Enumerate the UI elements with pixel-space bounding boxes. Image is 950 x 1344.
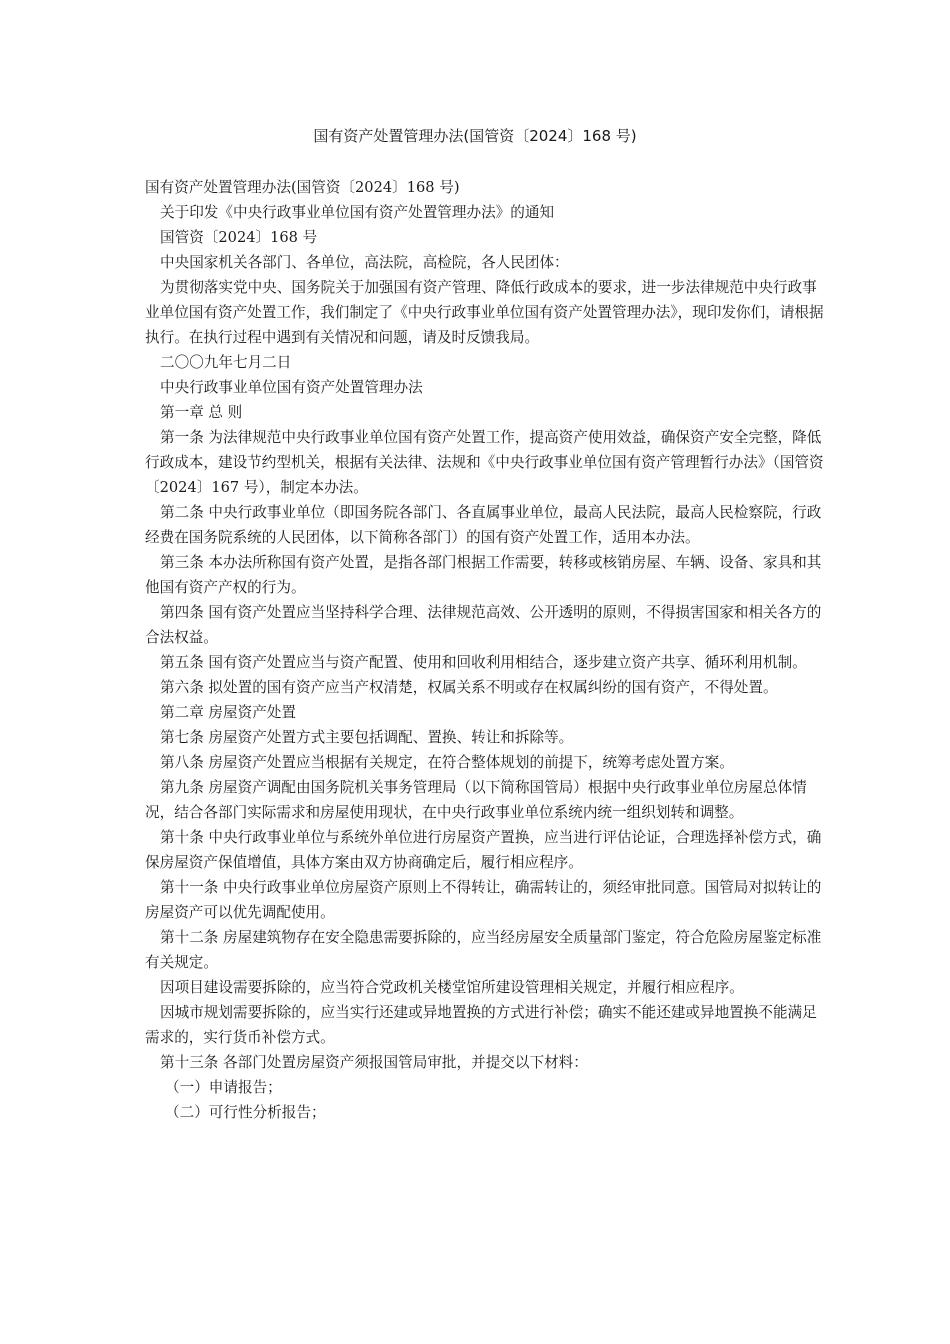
- document-body: [145, 175, 825, 1125]
- paragraph: 关于印发《中央行政事业单位国有资产处置管理办法》的通知: [160, 204, 555, 221]
- paragraph: （一）申请报告；: [165, 1079, 282, 1096]
- paragraph: 第三条 本办法所称国有资产处置，是指各部门根据工作需要，转移或核销房屋、车辆、设备、家具和其他国有资产产权的行为。: [145, 554, 822, 596]
- paragraph: 第五条 国有资产处置应当与资产配置、使用和回收利用相结合，逐步建立资产共享、循环利用机制。: [160, 654, 807, 671]
- paragraph: 第六条 拟处置的国有资产应当产权清楚，权属关系不明或存在权属纠纷的国有资产，不得处置。: [160, 679, 778, 696]
- paragraph: 第九条 房屋资产调配由国务院机关事务管理局（以下简称国管局）根据中央行政事业单位房屋总体情况，结合各部门实际需求和房屋使用现状，在中央行政事业单位系统内统一组织划转和调整。: [145, 779, 807, 821]
- paragraph: 为贯彻落实党中央、国务院关于加强国有资产管理、降低行政成本的要求，进一步法律规范中央行政事业单位国有资产处置工作，我们制定了《中央行政事业单位国有资产处置管理办法》，现印发你们，请根据执行。在执行过程中遇到有关情况和问题，请及时反馈我局。: [145, 279, 824, 346]
- paragraph: 第十条 中央行政事业单位与系统外单位进行房屋资产置换，应当进行评估论证，合理选择补偿方式，确保房屋资产保值增值，具体方案由双方协商确定后，履行相应程序。: [145, 829, 822, 871]
- paragraph: 二〇〇九年七月二日: [160, 354, 292, 371]
- paragraph: 第一章 总 则: [160, 404, 243, 421]
- paragraph: 因项目建设需要拆除的，应当符合党政机关楼堂馆所建设管理相关规定，并履行相应程序。: [160, 979, 744, 996]
- paragraph: 第十一条 中央行政事业单位房屋资产原则上不得转让，确需转让的，须经审批同意。国管局对拟转让的房屋资产可以优先调配使用。: [145, 879, 822, 921]
- paragraph: 第十二条 房屋建筑物存在安全隐患需要拆除的，应当经房屋安全质量部门鉴定，符合危险房屋鉴定标准有关规定。: [145, 929, 822, 971]
- paragraph: 中央行政事业单位国有资产处置管理办法: [160, 379, 423, 396]
- paragraph: 第二条 中央行政事业单位（即国务院各部门、各直属事业单位，最高人民法院，最高人民检察院，行政经费在国务院系统的人民团体，以下简称各部门）的国有资产处置工作，适用本办法。: [145, 504, 822, 546]
- paragraph: 第一条 为法律规范中央行政事业单位国有资产处置工作，提高资产使用效益，确保资产安全完整，降低行政成本，建设节约型机关，根据有关法律、法规和《中央行政事业单位国有资产管理暂行办法》（国管资〔2024〕167 号），制定本办法。: [145, 429, 824, 496]
- paragraph: 中央国家机关各部门、各单位，高法院，高检院，各人民团体：: [160, 254, 569, 271]
- paragraph: 第二章 房屋资产处置: [160, 704, 296, 721]
- paragraph: 第七条 房屋资产处置方式主要包括调配、置换、转让和拆除等。: [160, 729, 574, 746]
- paragraph: 第八条 房屋资产处置应当根据有关规定，在符合整体规划的前提下，统筹考虑处置方案。: [160, 754, 734, 771]
- paragraph: 第十三条 各部门处置房屋资产须报国管局审批，并提交以下材料：: [160, 1054, 588, 1071]
- paragraph: 因城市规划需要拆除的，应当实行还建或异地置换的方式进行补偿；确实不能还建或异地置换不能满足需求的，实行货币补偿方式。: [145, 1004, 817, 1046]
- paragraph: 第四条 国有资产处置应当坚持科学合理、法律规范高效、公开透明的原则，不得损害国家和相关各方的合法权益。: [145, 604, 822, 646]
- paragraph: （二）可行性分析报告；: [165, 1104, 326, 1121]
- paragraph: 国管资〔2024〕168 号: [160, 229, 318, 246]
- paragraph: 国有资产处置管理办法(国管资〔2024〕168 号): [145, 179, 460, 196]
- document-title: 国有资产处置管理办法(国管资〔2024〕168 号): [313, 127, 637, 145]
